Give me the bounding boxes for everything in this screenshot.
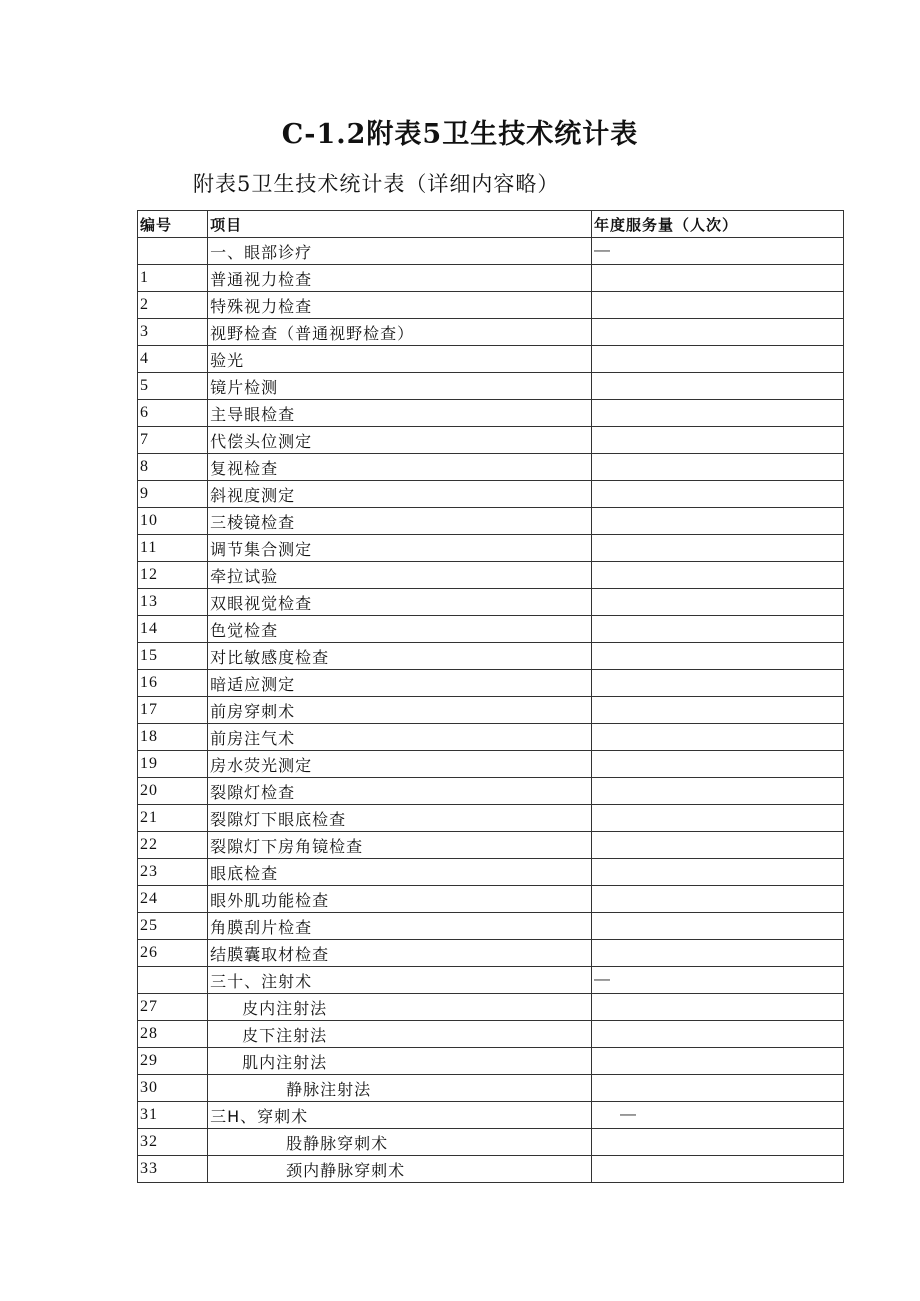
header-item: 项目: [208, 211, 592, 238]
row-number: 19: [138, 751, 208, 778]
section-heading: 三十、注射术: [208, 967, 592, 994]
table-row: [138, 643, 844, 670]
table-row: [138, 724, 844, 751]
table-row: [138, 481, 844, 508]
item-name: 股静脉穿刺术: [208, 1129, 592, 1156]
row-number: 32: [138, 1129, 208, 1156]
row-number: 7: [138, 427, 208, 454]
table-row: [138, 535, 844, 562]
annual-volume-cell: [592, 1156, 844, 1183]
item-name: 复视检查: [208, 454, 592, 481]
row-number: 2: [138, 292, 208, 319]
section-heading: 三H、穿刺术: [208, 1102, 592, 1129]
table-row: [138, 1048, 844, 1075]
item-name: 镜片检测: [208, 373, 592, 400]
table-row: [138, 1129, 844, 1156]
row-number: 6: [138, 400, 208, 427]
table-row: [138, 346, 844, 373]
row-number: 20: [138, 778, 208, 805]
table-row: [138, 589, 844, 616]
annual-volume-cell: [592, 1129, 844, 1156]
annual-volume-cell: [592, 940, 844, 967]
row-number: 27: [138, 994, 208, 1021]
row-number: [138, 967, 208, 994]
item-name: 调节集合测定: [208, 535, 592, 562]
item-name: 角膜刮片检查: [208, 913, 592, 940]
row-number: 23: [138, 859, 208, 886]
annual-volume-cell: [592, 697, 844, 724]
annual-volume-cell: [592, 751, 844, 778]
annual-volume-cell: —: [592, 967, 844, 994]
annual-volume-cell: [592, 724, 844, 751]
table-row: [138, 670, 844, 697]
annual-volume-cell: [592, 508, 844, 535]
item-name: 皮下注射法: [208, 1021, 592, 1048]
annual-volume-cell: —: [592, 1102, 844, 1129]
item-name: 代偿头位测定: [208, 427, 592, 454]
annual-volume-cell: —: [592, 238, 844, 265]
section-heading: 一、眼部诊疗: [208, 238, 592, 265]
table-row: [138, 1156, 844, 1183]
table-row: [138, 832, 844, 859]
item-name: 视野检查（普通视野检查）: [208, 319, 592, 346]
table-row: [138, 751, 844, 778]
row-number: 3: [138, 319, 208, 346]
row-number: 5: [138, 373, 208, 400]
row-number: 1: [138, 265, 208, 292]
table-row: [138, 292, 844, 319]
row-number: 24: [138, 886, 208, 913]
section-row: [138, 967, 844, 994]
item-name: 双眼视觉检查: [208, 589, 592, 616]
row-number: 26: [138, 940, 208, 967]
item-name: 房水荧光测定: [208, 751, 592, 778]
annual-volume-cell: [592, 481, 844, 508]
annual-volume-cell: [592, 913, 844, 940]
row-number: 13: [138, 589, 208, 616]
annual-volume-cell: [592, 778, 844, 805]
annual-volume-cell: [592, 427, 844, 454]
annual-volume-cell: [592, 1048, 844, 1075]
table-row: [138, 805, 844, 832]
annual-volume-cell: [592, 859, 844, 886]
row-number: 9: [138, 481, 208, 508]
item-name: 颈内静脉穿刺术: [208, 1156, 592, 1183]
row-number: 30: [138, 1075, 208, 1102]
row-number: 31: [138, 1102, 208, 1129]
item-name: 前房穿刺术: [208, 697, 592, 724]
table-row: [138, 616, 844, 643]
annual-volume-cell: [592, 292, 844, 319]
item-name: 前房注气术: [208, 724, 592, 751]
annual-volume-cell: [592, 994, 844, 1021]
row-number: 29: [138, 1048, 208, 1075]
item-name: 斜视度测定: [208, 481, 592, 508]
item-name: 静脉注射法: [208, 1075, 592, 1102]
annual-volume-cell: [592, 643, 844, 670]
table-row: [138, 940, 844, 967]
item-name: 皮内注射法: [208, 994, 592, 1021]
table-row: [138, 1075, 844, 1102]
table-row: [138, 265, 844, 292]
annual-volume-cell: [592, 400, 844, 427]
row-number: 22: [138, 832, 208, 859]
header-number: 编号: [138, 211, 208, 238]
item-name: 特殊视力检查: [208, 292, 592, 319]
table-caption: 附表5卫生技术统计表（详细内容略）: [193, 172, 560, 196]
annual-volume-cell: [592, 832, 844, 859]
header-annual-volume: 年度服务量（人次）: [592, 211, 844, 238]
item-name: 眼底检查: [208, 859, 592, 886]
annual-volume-cell: [592, 535, 844, 562]
item-name: 结膜囊取材检查: [208, 940, 592, 967]
row-number: 33: [138, 1156, 208, 1183]
item-name: 三棱镜检查: [208, 508, 592, 535]
row-number: 21: [138, 805, 208, 832]
statistics-table: [137, 210, 844, 1183]
annual-volume-cell: [592, 1075, 844, 1102]
table-row: [138, 508, 844, 535]
row-number: 10: [138, 508, 208, 535]
table-row: [138, 427, 844, 454]
table-row: [138, 994, 844, 1021]
item-name: 裂隙灯下眼底检查: [208, 805, 592, 832]
row-number: 17: [138, 697, 208, 724]
row-number: 25: [138, 913, 208, 940]
item-name: 肌内注射法: [208, 1048, 592, 1075]
table-row: [138, 778, 844, 805]
item-name: 眼外肌功能检查: [208, 886, 592, 913]
row-number: 8: [138, 454, 208, 481]
table-row: [138, 859, 844, 886]
annual-volume-cell: [592, 346, 844, 373]
row-number: 28: [138, 1021, 208, 1048]
section-row: [138, 1102, 844, 1129]
item-name: 暗适应测定: [208, 670, 592, 697]
table-row: [138, 697, 844, 724]
row-number: [138, 238, 208, 265]
document-title: C-1.2附表5卫生技术统计表: [281, 119, 639, 150]
table-row: [138, 373, 844, 400]
annual-volume-cell: [592, 1021, 844, 1048]
item-name: 色觉检查: [208, 616, 592, 643]
annual-volume-cell: [592, 886, 844, 913]
item-name: 牵拉试验: [208, 562, 592, 589]
row-number: 12: [138, 562, 208, 589]
section-row: [138, 238, 844, 265]
item-name: 裂隙灯下房角镜检查: [208, 832, 592, 859]
item-name: 主导眼检查: [208, 400, 592, 427]
item-name: 对比敏感度检查: [208, 643, 592, 670]
annual-volume-cell: [592, 616, 844, 643]
annual-volume-cell: [592, 805, 844, 832]
row-number: 14: [138, 616, 208, 643]
annual-volume-cell: [592, 373, 844, 400]
table-row: [138, 562, 844, 589]
row-number: 15: [138, 643, 208, 670]
table-row: [138, 319, 844, 346]
table-row: [138, 913, 844, 940]
item-name: 普通视力检查: [208, 265, 592, 292]
row-number: 18: [138, 724, 208, 751]
table-row: [138, 454, 844, 481]
item-name: 验光: [208, 346, 592, 373]
item-name: 裂隙灯检查: [208, 778, 592, 805]
row-number: 11: [138, 535, 208, 562]
table-body: [138, 238, 844, 1183]
annual-volume-cell: [592, 265, 844, 292]
table-row: [138, 886, 844, 913]
annual-volume-cell: [592, 454, 844, 481]
table-header-row: [138, 211, 844, 238]
annual-volume-cell: [592, 589, 844, 616]
annual-volume-cell: [592, 670, 844, 697]
row-number: 16: [138, 670, 208, 697]
row-number: 4: [138, 346, 208, 373]
table-row: [138, 400, 844, 427]
annual-volume-cell: [592, 562, 844, 589]
table-row: [138, 1021, 844, 1048]
annual-volume-cell: [592, 319, 844, 346]
